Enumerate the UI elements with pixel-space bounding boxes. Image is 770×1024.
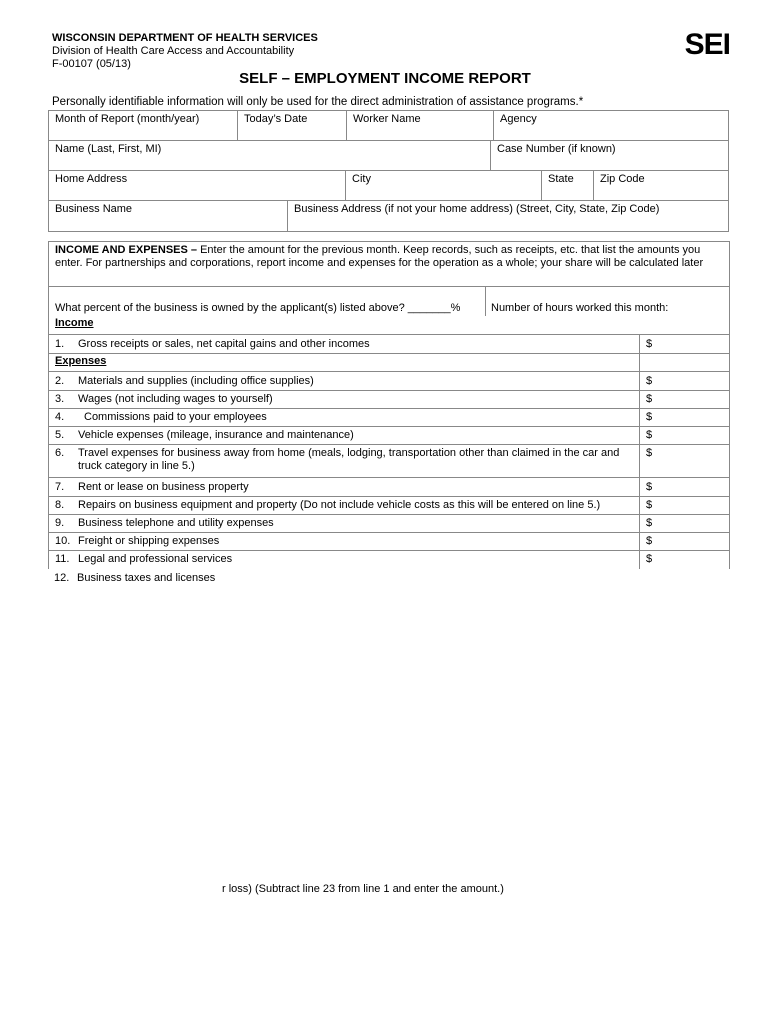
amount-field[interactable]: $ <box>646 499 653 511</box>
case-number-field[interactable] <box>491 141 729 171</box>
form-number: F-00107 (05/13) <box>52 58 131 70</box>
income-expenses-section <box>48 241 730 569</box>
divider <box>49 334 729 335</box>
divider <box>49 477 729 478</box>
line-description: Commissions paid to your employees <box>84 411 267 423</box>
divider <box>49 532 729 533</box>
name-field[interactable] <box>49 141 491 171</box>
business-address-field[interactable] <box>288 201 729 232</box>
home-address-label: Home Address <box>55 173 128 185</box>
amount-field[interactable]: $ <box>646 517 653 529</box>
business-address-label: Business Address (if not your home address) (Street, City, State, Zip Code) <box>294 203 660 215</box>
expenses-section-title: Expenses <box>55 355 107 367</box>
business-name-label: Business Name <box>55 203 133 215</box>
worker-name-field[interactable] <box>347 111 494 141</box>
line-number: 7. <box>55 481 65 493</box>
line-description: Gross receipts or sales, net capital gains and other incomes <box>78 338 370 350</box>
line-description: Vehicle expenses (mileage, insurance and maintenance) <box>78 429 354 441</box>
line-description: Freight or shipping expenses <box>78 535 220 547</box>
line-description: Materials and supplies (including office supplies) <box>78 375 314 387</box>
state-field[interactable] <box>542 171 594 201</box>
name-label: Name (Last, First, MI) <box>55 143 162 155</box>
case-number-label: Case Number (if known) <box>497 143 616 155</box>
line-number: 8. <box>55 499 65 511</box>
line-number: 9. <box>55 517 65 529</box>
month-of-report-label: Month of Report (month/year) <box>55 113 200 125</box>
line-number: 4. <box>55 411 65 423</box>
amount-field[interactable]: $ <box>646 393 653 405</box>
line-number: 12. <box>54 572 70 584</box>
amount-field[interactable]: $ <box>646 375 653 387</box>
amount-column-divider <box>639 334 640 569</box>
line-description: Repairs on business equipment and property (Do not include vehicle costs as this will be entered on line 5.) <box>78 499 601 511</box>
line-description: Business taxes and licenses <box>77 572 216 584</box>
form-code: SEI <box>684 28 730 61</box>
city-field[interactable] <box>346 171 542 201</box>
todays-date-label: Today’s Date <box>244 113 308 125</box>
line-description: Rent or lease on business property <box>78 481 249 493</box>
line-number: 1. <box>55 338 65 350</box>
identification-grid <box>48 110 729 141</box>
division-name: Division of Health Care Access and Accountability <box>52 45 295 57</box>
worker-name-label: Worker Name <box>353 113 421 125</box>
divider <box>49 496 729 497</box>
amount-field[interactable]: $ <box>646 447 653 459</box>
agency-field[interactable] <box>494 111 729 141</box>
amount-field[interactable]: $ <box>646 411 653 423</box>
divider <box>49 371 729 372</box>
line-number: 11. <box>55 553 70 565</box>
home-address-field[interactable] <box>49 171 346 201</box>
pii-notice: Personally identifiable information will only be used for the direct administration of assistance programs.* <box>52 96 584 108</box>
zip-code-label: Zip Code <box>600 173 645 185</box>
agency-label: Agency <box>500 113 537 125</box>
zip-code-field[interactable] <box>594 171 729 201</box>
income-section-title: Income <box>55 317 94 329</box>
name-row <box>48 140 729 171</box>
todays-date-field[interactable] <box>238 111 347 141</box>
address-row <box>48 170 729 201</box>
page-title: SELF – EMPLOYMENT INCOME REPORT <box>239 70 531 87</box>
hours-worked-field[interactable]: Number of hours worked this month: <box>491 302 669 314</box>
ownership-percent-field[interactable]: What percent of the business is owned by the applicant(s) listed above? _______% <box>55 302 461 314</box>
divider <box>49 353 729 354</box>
divider <box>49 286 729 287</box>
amount-field[interactable]: $ <box>646 481 653 493</box>
income-expenses-heading: INCOME AND EXPENSES – <box>55 244 198 256</box>
amount-field[interactable]: $ <box>646 553 653 565</box>
amount-field[interactable]: $ <box>646 429 653 441</box>
divider <box>49 514 729 515</box>
month-of-report-field[interactable] <box>49 111 238 141</box>
line-description: Travel expenses for business away from home (meals, lodging, transportation other than claimed in the car and truck category in line 5.) <box>78 447 620 472</box>
business-row <box>48 200 729 232</box>
line-description: Business telephone and utility expenses <box>78 517 274 529</box>
line-number: 2. <box>55 375 65 387</box>
amount-field[interactable]: $ <box>646 535 653 547</box>
amount-field[interactable]: $ <box>646 338 653 350</box>
income-expenses-text: Enter the amount for the previous month. Keep records, such as receipts, etc. that list the amounts you enter. For partnerships and corporations, report income and expenses for the operation as a whole; your share will be calculated later <box>55 244 704 269</box>
agency-name: WISCONSIN DEPARTMENT OF HEALTH SERVICES <box>52 32 318 44</box>
line-description: Wages (not including wages to yourself) <box>78 393 273 405</box>
divider <box>49 408 729 409</box>
divider <box>49 390 729 391</box>
line-number: 10. <box>55 535 71 547</box>
divider <box>49 444 729 445</box>
net-profit-line-fragment: r loss) (Subtract line 23 from line 1 and enter the amount.) <box>222 883 504 895</box>
income-expenses-instructions <box>55 244 723 270</box>
line-description: Legal and professional services <box>78 553 233 565</box>
city-label: City <box>352 173 371 185</box>
divider <box>49 550 729 551</box>
state-label: State <box>548 173 574 185</box>
divider <box>49 426 729 427</box>
divider <box>485 286 486 316</box>
line-number: 6. <box>55 447 65 459</box>
line-number: 5. <box>55 429 65 441</box>
business-name-field[interactable] <box>49 201 288 232</box>
line-number: 3. <box>55 393 65 405</box>
